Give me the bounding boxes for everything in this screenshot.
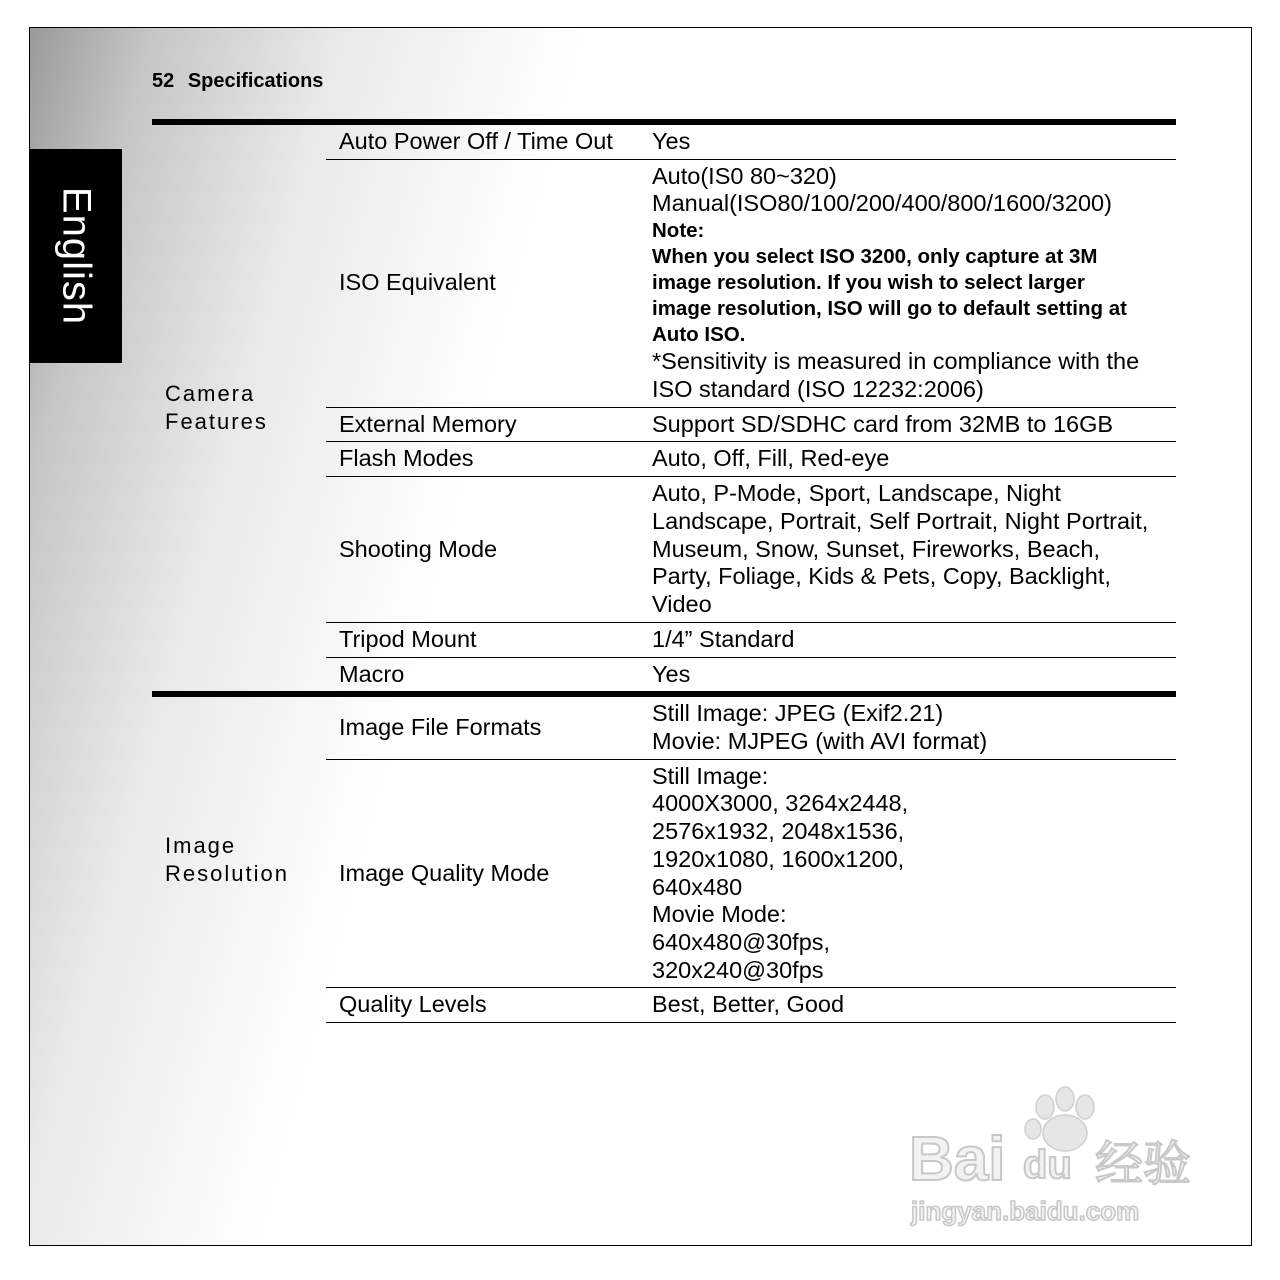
spec-value-line: Auto, Off, Fill, Red-eye <box>652 445 890 472</box>
paw-icon <box>1025 1087 1094 1151</box>
language-tab-label: English <box>54 186 99 326</box>
page-header <box>152 70 323 93</box>
watermark-brand: Bai <box>909 1125 1006 1194</box>
language-tab <box>30 149 122 363</box>
spec-value-line: *Sensitivity is measured in compliance with the <box>652 348 1140 375</box>
spec-value-line: image resolution, ISO will go to default setting at <box>652 297 1127 321</box>
spec-name: Quality Levels <box>326 988 652 1023</box>
spec-value-line: Yes <box>652 660 691 687</box>
spec-value-line: Auto(IS0 80~320) <box>652 162 837 189</box>
group-label-line: Features <box>165 409 268 435</box>
spec-name: External Memory <box>326 407 652 442</box>
watermark-brand2: du <box>1023 1143 1072 1187</box>
spec-value-line: 640x480@30fps, <box>652 928 831 955</box>
spec-value-line: Support SD/SDHC card from 32MB to 16GB <box>652 410 1114 437</box>
spec-value <box>652 442 1176 477</box>
watermark-url: jingyan.baidu.com <box>911 1196 1140 1226</box>
spec-value <box>652 657 1176 694</box>
spec-value-line: 1920x1080, 1600x1200, <box>652 845 905 872</box>
baidu-watermark <box>905 1085 1205 1235</box>
spec-value-line: Movie Mode: <box>652 901 787 928</box>
spec-name: Flash Modes <box>326 442 652 477</box>
spec-name: Image File Formats <box>326 694 652 759</box>
spec-value-line: 320x240@30fps <box>652 956 824 983</box>
group-label-line: Camera <box>165 380 256 406</box>
spec-value <box>652 622 1176 657</box>
specifications-table <box>152 119 1176 1023</box>
spec-name: Macro <box>326 657 652 694</box>
spec-value-line: Still Image: <box>652 762 769 789</box>
spec-value-line: 640x480 <box>652 873 743 900</box>
spec-value-line: Museum, Snow, Sunset, Fireworks, Beach, <box>652 535 1100 562</box>
spec-value-line: ISO standard (ISO 12232:2006) <box>652 376 984 403</box>
spec-value-line: image resolution. If you wish to select larger <box>652 271 1085 295</box>
spec-value <box>652 407 1176 442</box>
spec-value-line: Best, Better, Good <box>652 991 845 1018</box>
page-title: Specifications <box>187 70 324 92</box>
spec-name: Shooting Mode <box>326 477 652 623</box>
spec-value-line: Note: <box>652 219 705 243</box>
spec-value-line: Movie: MJPEG (with AVI format) <box>652 727 988 754</box>
spec-value <box>652 988 1176 1023</box>
spec-value-line: Party, Foliage, Kids & Pets, Copy, Backlight, <box>652 563 1111 590</box>
spec-value <box>652 477 1176 623</box>
spec-value <box>652 122 1176 159</box>
spec-value <box>652 159 1176 407</box>
spec-value-line: 2576x1932, 2048x1536, <box>652 818 905 845</box>
page-number: 52 <box>152 70 175 92</box>
spec-value-line: Still Image: JPEG (Exif2.21) <box>652 700 944 727</box>
spec-name: ISO Equivalent <box>326 159 652 407</box>
spec-value-line: 4000X3000, 3264x2448, <box>652 790 909 817</box>
table-row <box>152 694 1176 759</box>
spec-value <box>652 759 1176 988</box>
group-label-line: Image <box>165 832 237 858</box>
watermark-cn: 经验 <box>1095 1136 1192 1192</box>
spec-value-line: Yes <box>652 128 691 154</box>
spec-name: Image Quality Mode <box>326 759 652 988</box>
spec-value-line: Landscape, Portrait, Self Portrait, Night Portrait, <box>652 507 1149 534</box>
spec-value-line: Video <box>652 591 712 618</box>
table-row <box>152 122 1176 159</box>
spec-value-line: Manual(ISO80/100/200/400/800/1600/3200) <box>652 190 1112 217</box>
spec-value <box>652 694 1176 759</box>
spec-value-line: Auto ISO. <box>652 323 746 347</box>
spec-value-line: When you select ISO 3200, only capture at 3M <box>652 245 1098 269</box>
group-label <box>152 122 326 694</box>
spec-name: Tripod Mount <box>326 622 652 657</box>
group-label-line: Resolution <box>165 860 289 886</box>
spec-value-line: Auto, P-Mode, Sport, Landscape, Night <box>652 480 1061 507</box>
group-label <box>152 694 326 1022</box>
spec-value-line: 1/4” Standard <box>652 625 795 652</box>
spec-name: Auto Power Off / Time Out <box>326 122 652 159</box>
